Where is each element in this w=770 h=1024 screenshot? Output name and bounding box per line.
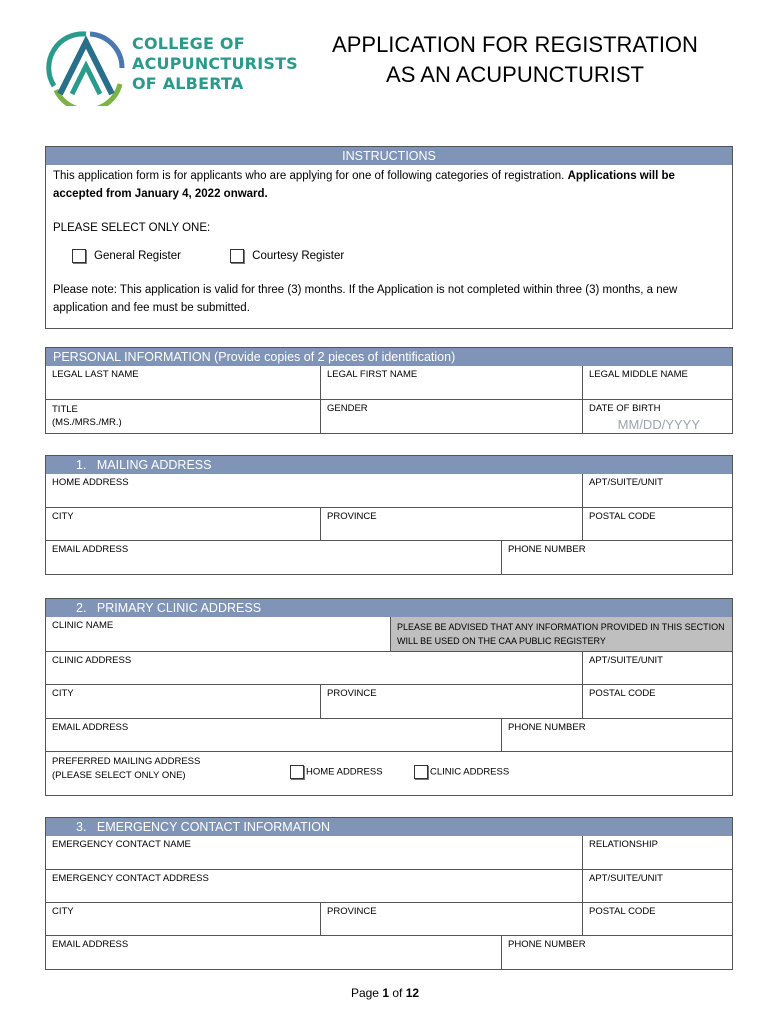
preferred-mailing-label: PREFERRED MAILING ADDRESS	[52, 756, 201, 767]
clinic-title: PRIMARY CLINIC ADDRESS	[96, 601, 262, 615]
title-line-1: APPLICATION FOR REGISTRATION	[332, 32, 698, 57]
clinic-header	[46, 599, 732, 617]
relationship-field[interactable]	[582, 836, 732, 869]
emergency-email-label: EMAIL ADDRESS	[52, 939, 129, 950]
logo-line-1: COLLEGE OF	[132, 34, 245, 53]
mailing-city-field[interactable]	[46, 508, 320, 540]
page-footer	[0, 986, 770, 1000]
public-registry-notice: PLEASE BE ADVISED THAT ANY INFORMATION PROVIDED IN THIS SECTION WILL BE USED ON THE CAA PUBLIC REGISTERY	[390, 617, 732, 651]
mailing-address-section	[45, 455, 733, 575]
clinic-city-label: CITY	[52, 688, 74, 699]
clinic-province-label: PROVINCE	[327, 688, 377, 699]
title-field[interactable]	[46, 400, 320, 433]
dob-label: DATE OF BIRTH	[589, 403, 661, 414]
emergency-contact-section	[45, 817, 733, 970]
current-page: 1	[382, 986, 389, 1000]
clinic-name-label: CLINIC NAME	[52, 620, 114, 631]
college-logo	[46, 28, 306, 106]
preferred-mailing-row	[46, 752, 732, 795]
clinic-email-field[interactable]	[46, 719, 501, 751]
emergency-postal-label: POSTAL CODE	[589, 906, 656, 917]
mailing-phone-field[interactable]	[501, 541, 732, 574]
emergency-city-field[interactable]	[46, 903, 320, 935]
gender-field[interactable]	[320, 400, 582, 433]
clinic-address-section	[45, 598, 733, 796]
gender-label: GENDER	[327, 403, 368, 414]
mailing-phone-label: PHONE NUMBER	[508, 544, 586, 555]
clinic-phone-label: PHONE NUMBER	[508, 722, 586, 733]
general-register-checkbox[interactable]	[72, 249, 86, 263]
title-sublabel: (MS./MRS./MR.)	[52, 417, 122, 428]
home-address-label: HOME ADDRESS	[52, 477, 129, 488]
mailing-title: MAILING ADDRESS	[96, 458, 212, 472]
mailing-postal-label: POSTAL CODE	[589, 511, 656, 522]
emergency-name-field[interactable]	[46, 836, 582, 869]
preferred-home-label: HOME ADDRESS	[306, 766, 383, 778]
courtesy-register-checkbox[interactable]	[230, 249, 244, 263]
courtesy-register-label: Courtesy Register	[252, 250, 345, 262]
preferred-clinic-option[interactable]	[414, 765, 509, 780]
intro-bold-text: Applications will be accepted from January 4, 2022 onward.	[53, 170, 675, 200]
clinic-phone-field[interactable]	[501, 719, 732, 751]
emergency-phone-label: PHONE NUMBER	[508, 939, 586, 950]
title-line-2: AS AN ACUPUNCTURIST	[386, 62, 644, 87]
mailing-apt-field[interactable]	[582, 474, 732, 507]
mailing-number: 1.	[76, 458, 87, 472]
emergency-province-field[interactable]	[320, 903, 582, 935]
legal-last-name-field[interactable]	[46, 366, 320, 399]
logo-line-2: ACUPUNCTURISTS	[132, 54, 298, 73]
mailing-email-label: EMAIL ADDRESS	[52, 544, 129, 555]
instructions-section	[45, 146, 733, 329]
clinic-email-label: EMAIL ADDRESS	[52, 722, 129, 733]
clinic-address-field[interactable]	[46, 652, 582, 684]
clinic-postal-label: POSTAL CODE	[589, 688, 656, 699]
preferred-clinic-label: CLINIC ADDRESS	[430, 766, 510, 778]
clinic-address-label: CLINIC ADDRESS	[52, 655, 132, 666]
mailing-email-field[interactable]	[46, 541, 501, 574]
emergency-phone-field[interactable]	[501, 936, 732, 969]
validity-note: Please note: This application is valid for three (3) months. If the Application is not completed within three (3) months, a new application and fee must be submitted.	[53, 284, 678, 314]
select-label: PLEASE SELECT ONLY ONE:	[53, 222, 211, 234]
emergency-city-label: CITY	[52, 906, 74, 917]
clinic-city-field[interactable]	[46, 685, 320, 718]
legal-first-name-label: LEGAL FIRST NAME	[327, 369, 418, 380]
title-label: TITLE	[52, 404, 78, 415]
personal-info-section	[45, 347, 733, 434]
legal-middle-name-field[interactable]	[582, 366, 732, 399]
intro-text: This application form is for applicants who are applying for one of following categories of registration.	[53, 170, 568, 182]
preferred-mailing-sublabel: (PLEASE SELECT ONLY ONE)	[52, 770, 186, 781]
legal-first-name-field[interactable]	[320, 366, 582, 399]
mailing-postal-field[interactable]	[582, 508, 732, 540]
relationship-label: RELATIONSHIP	[589, 839, 658, 850]
emergency-apt-label: APT/SUITE/UNIT	[589, 873, 663, 884]
mailing-province-label: PROVINCE	[327, 511, 377, 522]
emergency-name-label: EMERGENCY CONTACT NAME	[52, 839, 191, 850]
clinic-apt-label: APT/SUITE/UNIT	[589, 655, 663, 666]
emergency-province-label: PROVINCE	[327, 906, 377, 917]
emergency-title: EMERGENCY CONTACT INFORMATION	[96, 820, 330, 834]
mailing-city-label: CITY	[52, 511, 74, 522]
general-register-label: General Register	[94, 250, 181, 262]
home-address-field[interactable]	[46, 474, 582, 507]
preferred-home-option[interactable]	[290, 765, 383, 780]
emergency-address-label: EMERGENCY CONTACT ADDRESS	[52, 873, 209, 884]
total-pages: 12	[405, 986, 420, 1000]
preferred-clinic-checkbox[interactable]	[414, 765, 428, 779]
document-title	[310, 30, 720, 90]
logo-line-3: OF ALBERTA	[132, 74, 244, 93]
instructions-intro	[46, 167, 732, 203]
emergency-email-field[interactable]	[46, 936, 501, 969]
emergency-header	[46, 818, 732, 836]
instructions-header: INSTRUCTIONS	[46, 147, 732, 165]
clinic-apt-field[interactable]	[582, 652, 732, 684]
mailing-apt-label: APT/SUITE/UNIT	[589, 477, 663, 488]
emergency-address-field[interactable]	[46, 870, 582, 902]
of-word: of	[392, 986, 403, 1000]
register-options	[46, 247, 732, 265]
legal-middle-name-label: LEGAL MIDDLE NAME	[589, 369, 688, 380]
clinic-postal-field[interactable]	[582, 685, 732, 718]
legal-last-name-label: LEGAL LAST NAME	[52, 369, 139, 380]
emergency-postal-field[interactable]	[582, 903, 732, 935]
emergency-number: 3.	[76, 820, 87, 834]
mailing-header	[46, 456, 732, 474]
clinic-name-field[interactable]	[46, 617, 390, 651]
clinic-province-field[interactable]	[320, 685, 582, 718]
page-word: Page	[350, 986, 379, 1000]
emergency-apt-field[interactable]	[582, 870, 732, 902]
date-of-birth-field[interactable]	[582, 400, 732, 433]
mailing-province-field[interactable]	[320, 508, 582, 540]
logo-emblem-icon	[46, 28, 130, 106]
dob-placeholder: MM/DD/YYYY	[617, 417, 700, 432]
personal-info-header: PERSONAL INFORMATION (Provide copies of 2 pieces of identification)	[46, 348, 732, 366]
clinic-number: 2.	[76, 601, 87, 615]
preferred-home-checkbox[interactable]	[290, 765, 304, 779]
